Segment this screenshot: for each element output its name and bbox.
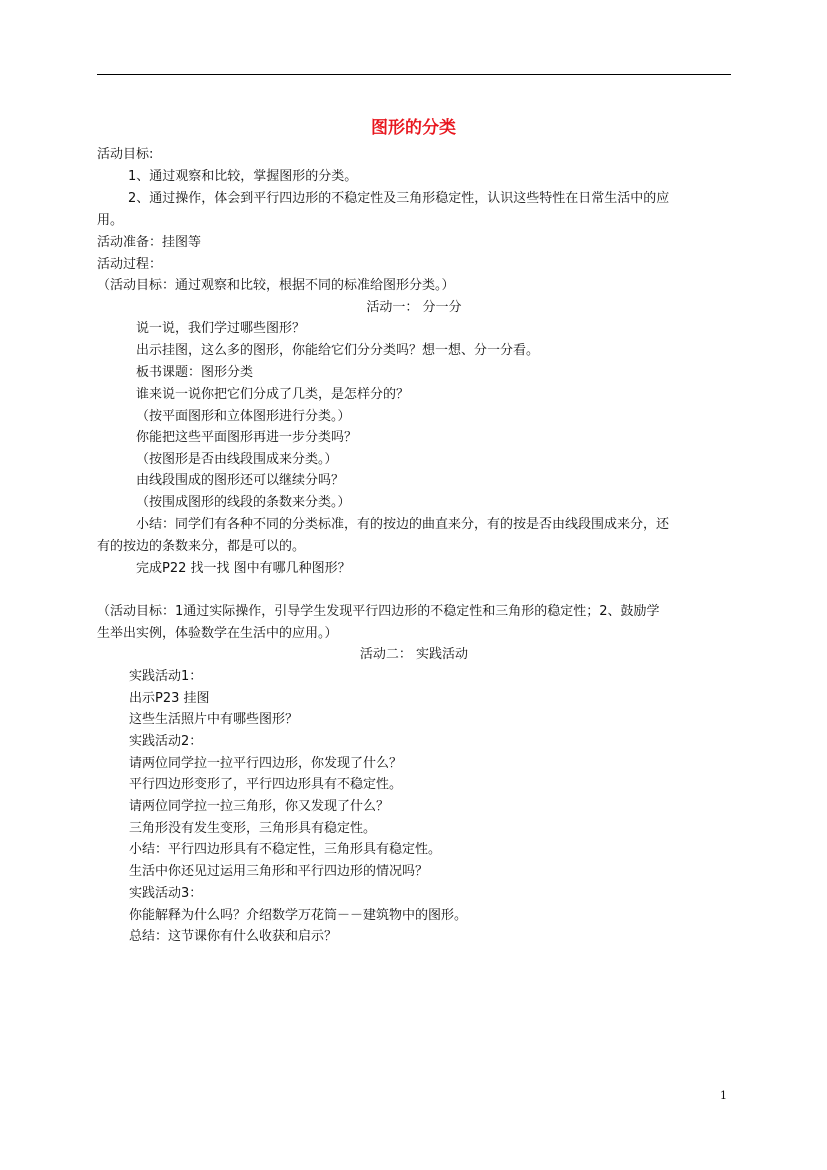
text-line: 三角形没有发生变形，三角形具有稳定性。 [129,821,377,836]
text-line: 活动准备：挂图等 [97,235,202,250]
text-line: 活动目标: [97,147,154,162]
text-line: 板书课题：图形分类 [136,365,254,380]
text-line: 1、通过观察和比较，掌握图形的分类。 [128,169,358,184]
text-line: 活动过程： [97,257,163,272]
text-line: （按围成图形的线段的条数来分类。） [136,495,351,510]
text-line: 小结：平行四边形具有不稳定性，三角形具有稳定性。 [129,842,442,857]
text-line: 请两位同学拉一拉平行四边形，你发现了什么？ [129,756,403,771]
text-line: 平行四边形变形了，平行四边形具有不稳定性。 [129,777,403,792]
text-line: （活动目标：通过观察和比较，根据不同的标准给图形分类。） [97,278,455,293]
text-line: 实践活动2： [129,734,203,749]
text-line: 这些生活照片中有哪些图形？ [129,712,299,727]
text-line: 请两位同学拉一拉三角形，你又发现了什么？ [129,799,390,814]
text-line: 你能把这些平面图形再进一步分类吗？ [136,430,358,445]
page-number: 1 [720,1089,727,1102]
text-line: 总结：这节课你有什么收获和启示？ [129,929,338,944]
text-line: 生活中你还见过运用三角形和平行四边形的情况吗？ [129,864,429,879]
text-line: 实践活动1： [129,669,203,684]
text-line: 出示P23 挂图 [129,691,210,706]
text-line: 2、通过操作，体会到平行四边形的不稳定性及三角形稳定性，认识这些特性在日常生活中的应 [128,191,670,206]
text-line: 说一说，我们学过哪些图形？ [136,321,306,336]
text-line: 实践活动3： [129,886,203,901]
text-line: 小结：同学们有各种不同的分类标准，有的按边的曲直来分，有的按是否由线段围成来分，还 [136,517,670,532]
text-line: 由线段围成的图形还可以继续分吗？ [136,473,345,488]
text-line: （按平面图形和立体图形进行分类。） [136,409,351,424]
header-rule [97,74,731,75]
text-line: 完成P22 找一找 图中有哪几种图形？ [136,561,351,576]
text-line: 用。 [97,213,124,228]
text-line: 出示挂图，这么多的图形，你能给它们分分类吗？想一想、分一分看。 [136,343,540,358]
text-line: 生举出实例，体验数学在生活中的应用。） [97,626,338,641]
section-heading: 活动一： 分一分 [366,300,462,315]
text-line: （按图形是否由线段围成来分类。） [136,452,338,467]
text-line: 你能解释为什么吗？介绍数学万花筒－－建筑物中的图形。 [129,908,468,923]
text-line: 有的按边的条数来分，都是可以的。 [97,539,306,554]
document-title: 图形的分类 [371,118,456,138]
section-heading: 活动二： 实践活动 [359,647,469,662]
text-line: 谁来说一说你把它们分成了几类，是怎样分的？ [136,387,410,402]
text-line: （活动目标：1通过实际操作，引导学生发现平行四边形的不稳定性和三角形的稳定性；2、鼓励学 [97,604,660,619]
